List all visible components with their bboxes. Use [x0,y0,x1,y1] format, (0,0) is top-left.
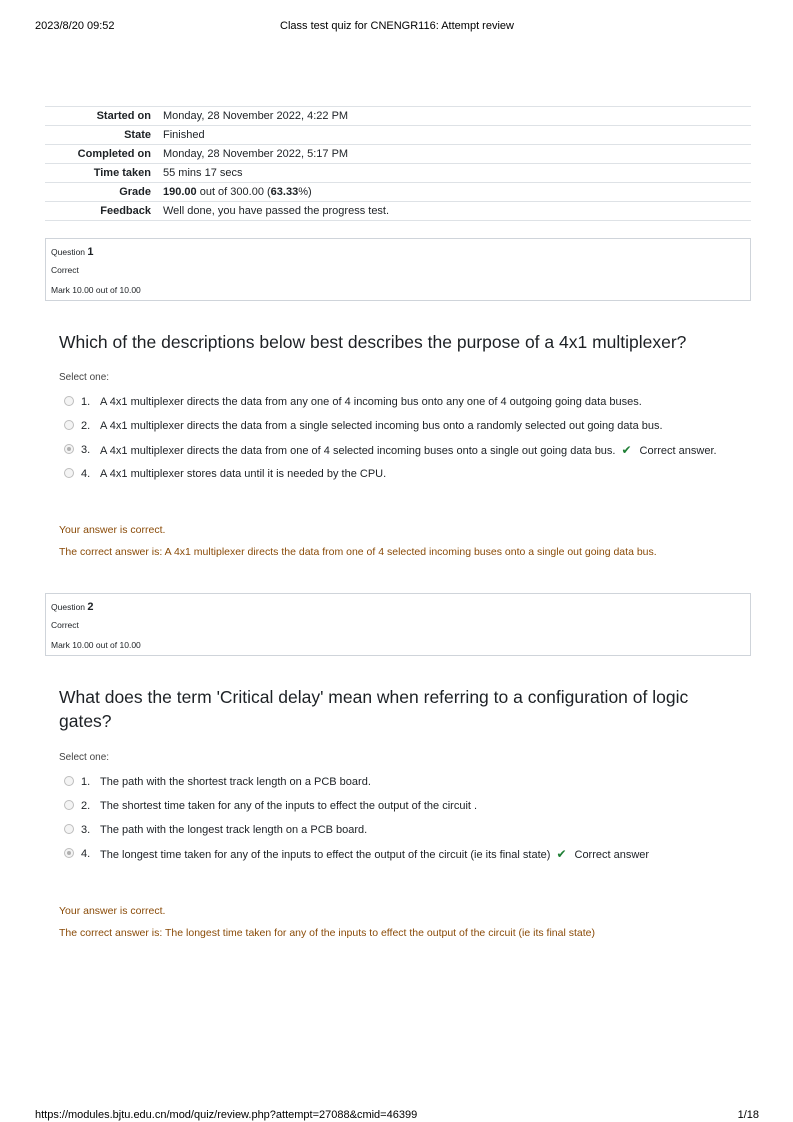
option-text: A 4x1 multiplexer stores data until it is needed by the CPU. [100,468,387,480]
question-number-label: Question [51,602,88,612]
feedback-correct: Your answer is correct. [59,905,166,917]
grade-percent: 63.33 [270,186,299,198]
feedback-answer: The correct answer is: The longest time taken for any of the inputs to effect the output of the circuit (ie its final state) [59,927,595,939]
answer-option [64,799,754,823]
grade-outof: out of 300.00 ( [196,186,271,198]
option-number: 3. [81,824,91,836]
summary-label: Grade [119,186,151,198]
radio-icon [64,396,74,406]
summary-row-time [45,164,751,183]
option-text: A 4x1 multiplexer directs the data from a single selected incoming bus onto a randomly selected out going data bus. [100,420,663,432]
answer-option [64,467,754,491]
grade-close: %) [298,186,312,198]
option-text-row [100,443,717,458]
question-state: Correct [51,265,79,275]
option-text-row [100,847,649,862]
print-page-number: 1/18 [737,1109,759,1121]
option-number: 1. [81,396,91,408]
question-feedback [59,904,595,948]
question-feedback [59,523,657,567]
summary-label: Time taken [93,167,151,179]
question-info-2 [45,593,751,656]
summary-value: Monday, 28 November 2022, 4:22 PM [163,110,349,122]
check-icon: ✔ [556,847,567,861]
option-text: A 4x1 multiplexer directs the data from any one of 4 incoming bus onto any one of 4 outgoing going data buses. [100,396,642,408]
answer-option [64,775,754,799]
summary-label: Started on [96,110,151,122]
radio-icon [64,824,74,834]
summary-label: State [124,129,151,141]
option-text: The shortest time taken for any of the inputs to effect the output of the circuit . [100,800,478,812]
print-title: Class test quiz for CNENGR116: Attempt review [280,20,514,32]
check-icon: ✔ [621,443,632,457]
radio-icon [64,468,74,478]
summary-row-grade [45,183,751,202]
correct-note: Correct answer. [639,445,717,457]
summary-value: 55 mins 17 secs [163,167,243,179]
answer-option [64,823,754,847]
answer-option-selected [64,847,754,871]
option-number: 4. [81,848,91,860]
correct-note: Correct answer [574,849,650,861]
answer-option-selected [64,443,754,467]
option-number: 2. [81,800,91,812]
attempt-summary-table [45,106,751,221]
question-mark: Mark 10.00 out of 10.00 [51,285,141,295]
option-number: 2. [81,420,91,432]
summary-row-state [45,126,751,145]
summary-value: Finished [163,129,205,141]
print-header [35,20,759,34]
feedback-answer: The correct answer is: A 4x1 multiplexer directs the data from one of 4 selected incoming buses onto a single out going data bus. [59,546,657,558]
question-mark: Mark 10.00 out of 10.00 [51,640,141,650]
option-text: A 4x1 multiplexer directs the data from one of 4 selected incoming buses onto a single out going data bus. [100,445,616,457]
print-datetime: 2023/8/20 09:52 [35,20,115,32]
radio-icon [64,420,74,430]
option-text: The path with the shortest track length on a PCB board. [100,776,371,788]
radio-selected-icon [64,848,74,858]
print-url: https://modules.bjtu.edu.cn/mod/quiz/review.php?attempt=27088&cmid=46399 [35,1109,418,1121]
summary-row-completed [45,145,751,164]
grade-score: 190.00 [163,186,197,198]
select-prompt: Select one: [59,752,110,763]
summary-label: Completed on [77,148,151,160]
answer-options [64,775,754,871]
summary-value: Well done, you have passed the progress test. [163,205,390,217]
question-text: What does the term 'Critical delay' mean when referring to a configuration of logic gates? [59,687,689,731]
radio-icon [64,776,74,786]
summary-value [157,183,751,202]
question-text: Which of the descriptions below best describes the purpose of a 4x1 multiplexer? [59,332,687,352]
option-number: 3. [81,444,91,456]
question-state: Correct [51,620,79,630]
option-number: 1. [81,776,91,788]
select-prompt: Select one: [59,372,110,383]
question-number [51,246,94,258]
option-number: 4. [81,468,91,480]
summary-row-started [45,107,751,126]
summary-row-feedback [45,202,751,221]
radio-selected-icon [64,444,74,454]
answer-option [64,395,754,419]
feedback-correct: Your answer is correct. [59,524,166,536]
summary-label: Feedback [100,205,151,217]
question-number [51,601,94,613]
question-info-1 [45,238,751,301]
question-number-value: 1 [87,246,94,258]
question-number-label: Question [51,247,88,257]
answer-options [64,395,754,491]
question-number-value: 2 [87,601,94,613]
radio-icon [64,800,74,810]
answer-option [64,419,754,443]
option-text: The path with the longest track length on a PCB board. [100,824,368,836]
option-text: The longest time taken for any of the inputs to effect the output of the circuit (ie its final state) [100,849,551,861]
summary-value: Monday, 28 November 2022, 5:17 PM [163,148,349,160]
